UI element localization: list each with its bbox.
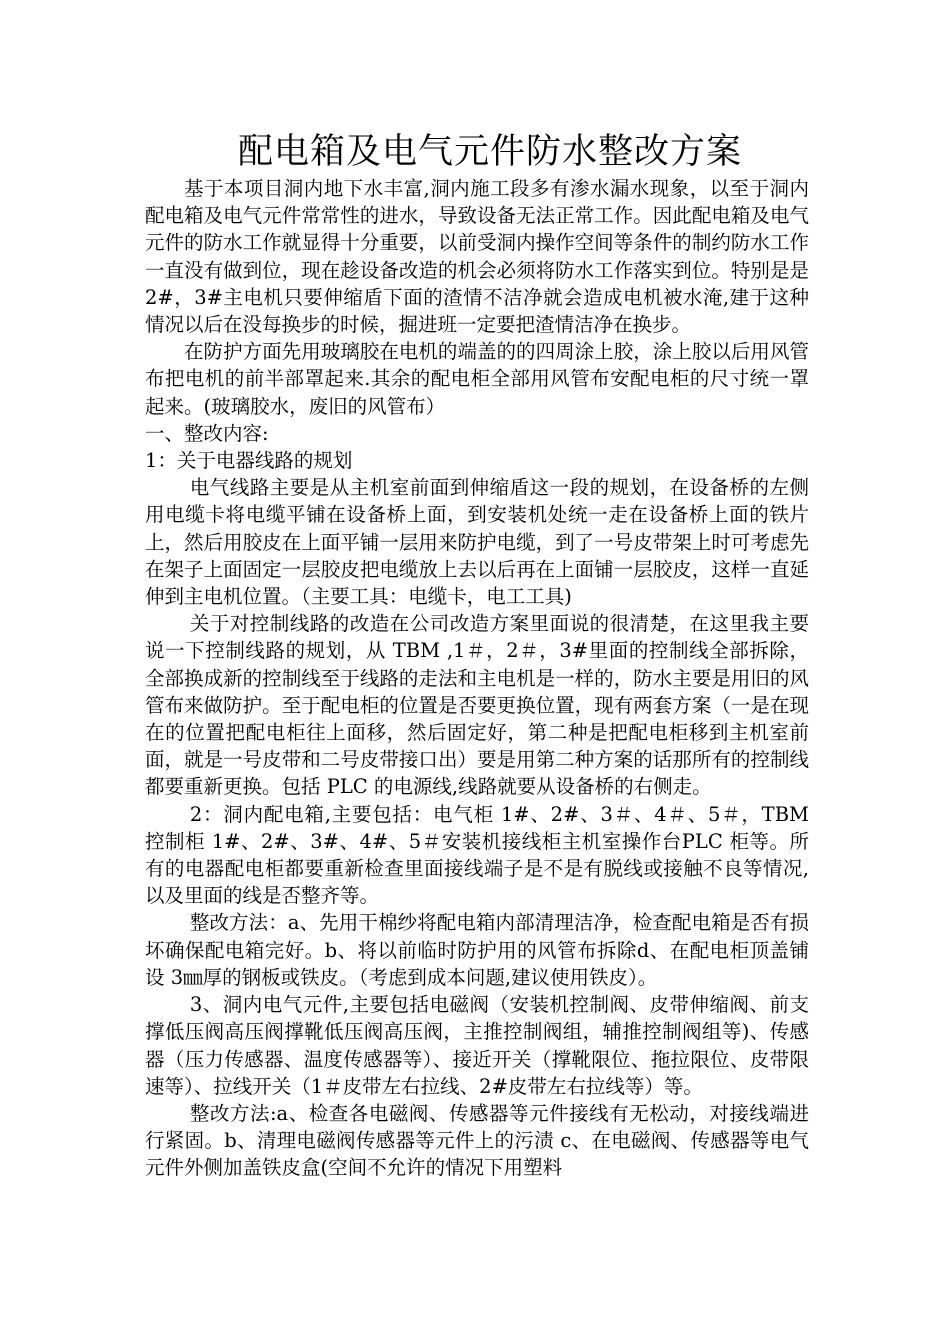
subsection-heading-wiring: 1：关于电器线路的规划	[145, 449, 353, 473]
paragraph-intro: 基于本项目洞内地下水丰富,洞内施工段多有渗水漏水现象，以至于洞内配电箱及电气元件常常性的进水，导致设备无法正常工作。因此配电箱及电气元件的防水工作就显得十分重要，以前受洞内操作空间等条件的制约防水工作一直没有做到位，现在趁设备改造的机会必须将防水工作落实到位。特别是是 2#，3#主电机只要伸缩盾下面的渣情不洁净就会造成电机被水淹,建于这种情况以后在没每换步的时候，掘进班一定要把渣情洁净在换步。	[145, 177, 809, 337]
paragraph-box-method: 整改方法：a、先用干棉纱将配电箱内部清理洁净，检查配电箱是否有损坏确保配电箱完好。b、将以前临时防护用的风管布拆除d、在配电柜顶盖铺设 3㎜厚的钢板或铁皮。（考虑到成本问题,建议使用铁皮）。	[145, 911, 809, 989]
paragraph-protection: 在防护方面先用玻璃胶在电机的端盖的的四周涂上胶，涂上胶以后用风管布把电机的前半部罩起来.其余的配电柜全部用风管布安配电柜的尺寸统一罩起来。(玻璃胶水，废旧的风管布）	[145, 340, 809, 418]
document-title: 配电箱及电气元件防水整改方案	[237, 132, 742, 172]
paragraph-electrical-lines: 电气线路主要是从主机室前面到伸缩盾这一段的规划，在设备桥的左侧用电缆卡将电缆平铺在设备桥上面，到安装机处统一走在设备桥上面的铁片上，然后用胶皮在上面平铺一层用来防护电缆，到了一号皮带架上时可考虑先在架子上面固定一层胶皮把电缆放上去以后再在上面铺一层胶皮，这样一直延伸到主电机位置。（主要工具：电缆卡，电工工具)	[145, 476, 809, 609]
section-heading-rectification: 一、整改内容:	[145, 421, 269, 445]
paragraph-electrical-components: 3、洞内电气元件,主要包括电磁阀（安装机控制阀、皮带伸缩阀、前支撑低压阀高压阀撑靴低压阀高压阀，主推控制阀组，辅推控制阀组等)、传感器（压力传感器、温度传感器等）、接近开关（撑靴限位、拖拉限位、皮带限速等）、拉线开关（1＃皮带左右拉线、2#皮带左右拉线等）等。	[145, 993, 809, 1098]
document-body	[145, 175, 809, 1182]
paragraph-component-method: 整改方法:a、检查各电磁阀、传感器等元件接线有无松动，对接线端进行紧固。b、清理电磁阀传感器等元件上的污渍 c、在电磁阀、传感器等电气元件外侧加盖铁皮盒(空间不允许的情况下用塑料	[145, 1101, 809, 1180]
paragraph-control-lines: 关于对控制线路的改造在公司改造方案里面说的很清楚，在这里我主要说一下控制线路的规划，从 TBM ,1＃，2＃，3#里面的控制线全部拆除，全部换成新的控制线至于线路的走法和主电机是一样的，防水主要是用旧的风管布来做防护。至于配电柜的位置是否要更换位置，现有两套方案（一是在现在的位置把配电柜往上面移，然后固定好，第二种是把配电柜移到主机室前面，就是一号皮带和二号皮带接口出）要是用第二种方案的话那所有的控制线都要重新更换。包括 PLC 的电源线,线路就要从设备桥的右侧走。	[145, 612, 809, 799]
paragraph-distribution-boxes: 2：洞内配电箱,主要包括：电气柜 1#、2#、3＃、4＃、5＃，TBM 控制柜 1#、2#、3#、4#、5＃安装机接线柜主机室操作台PLC 柜等。所有的电器配电柜都要重新检查里面接线端子是不是有脱线或接触不良等情况,以及里面的线是否整齐等。	[145, 802, 809, 908]
